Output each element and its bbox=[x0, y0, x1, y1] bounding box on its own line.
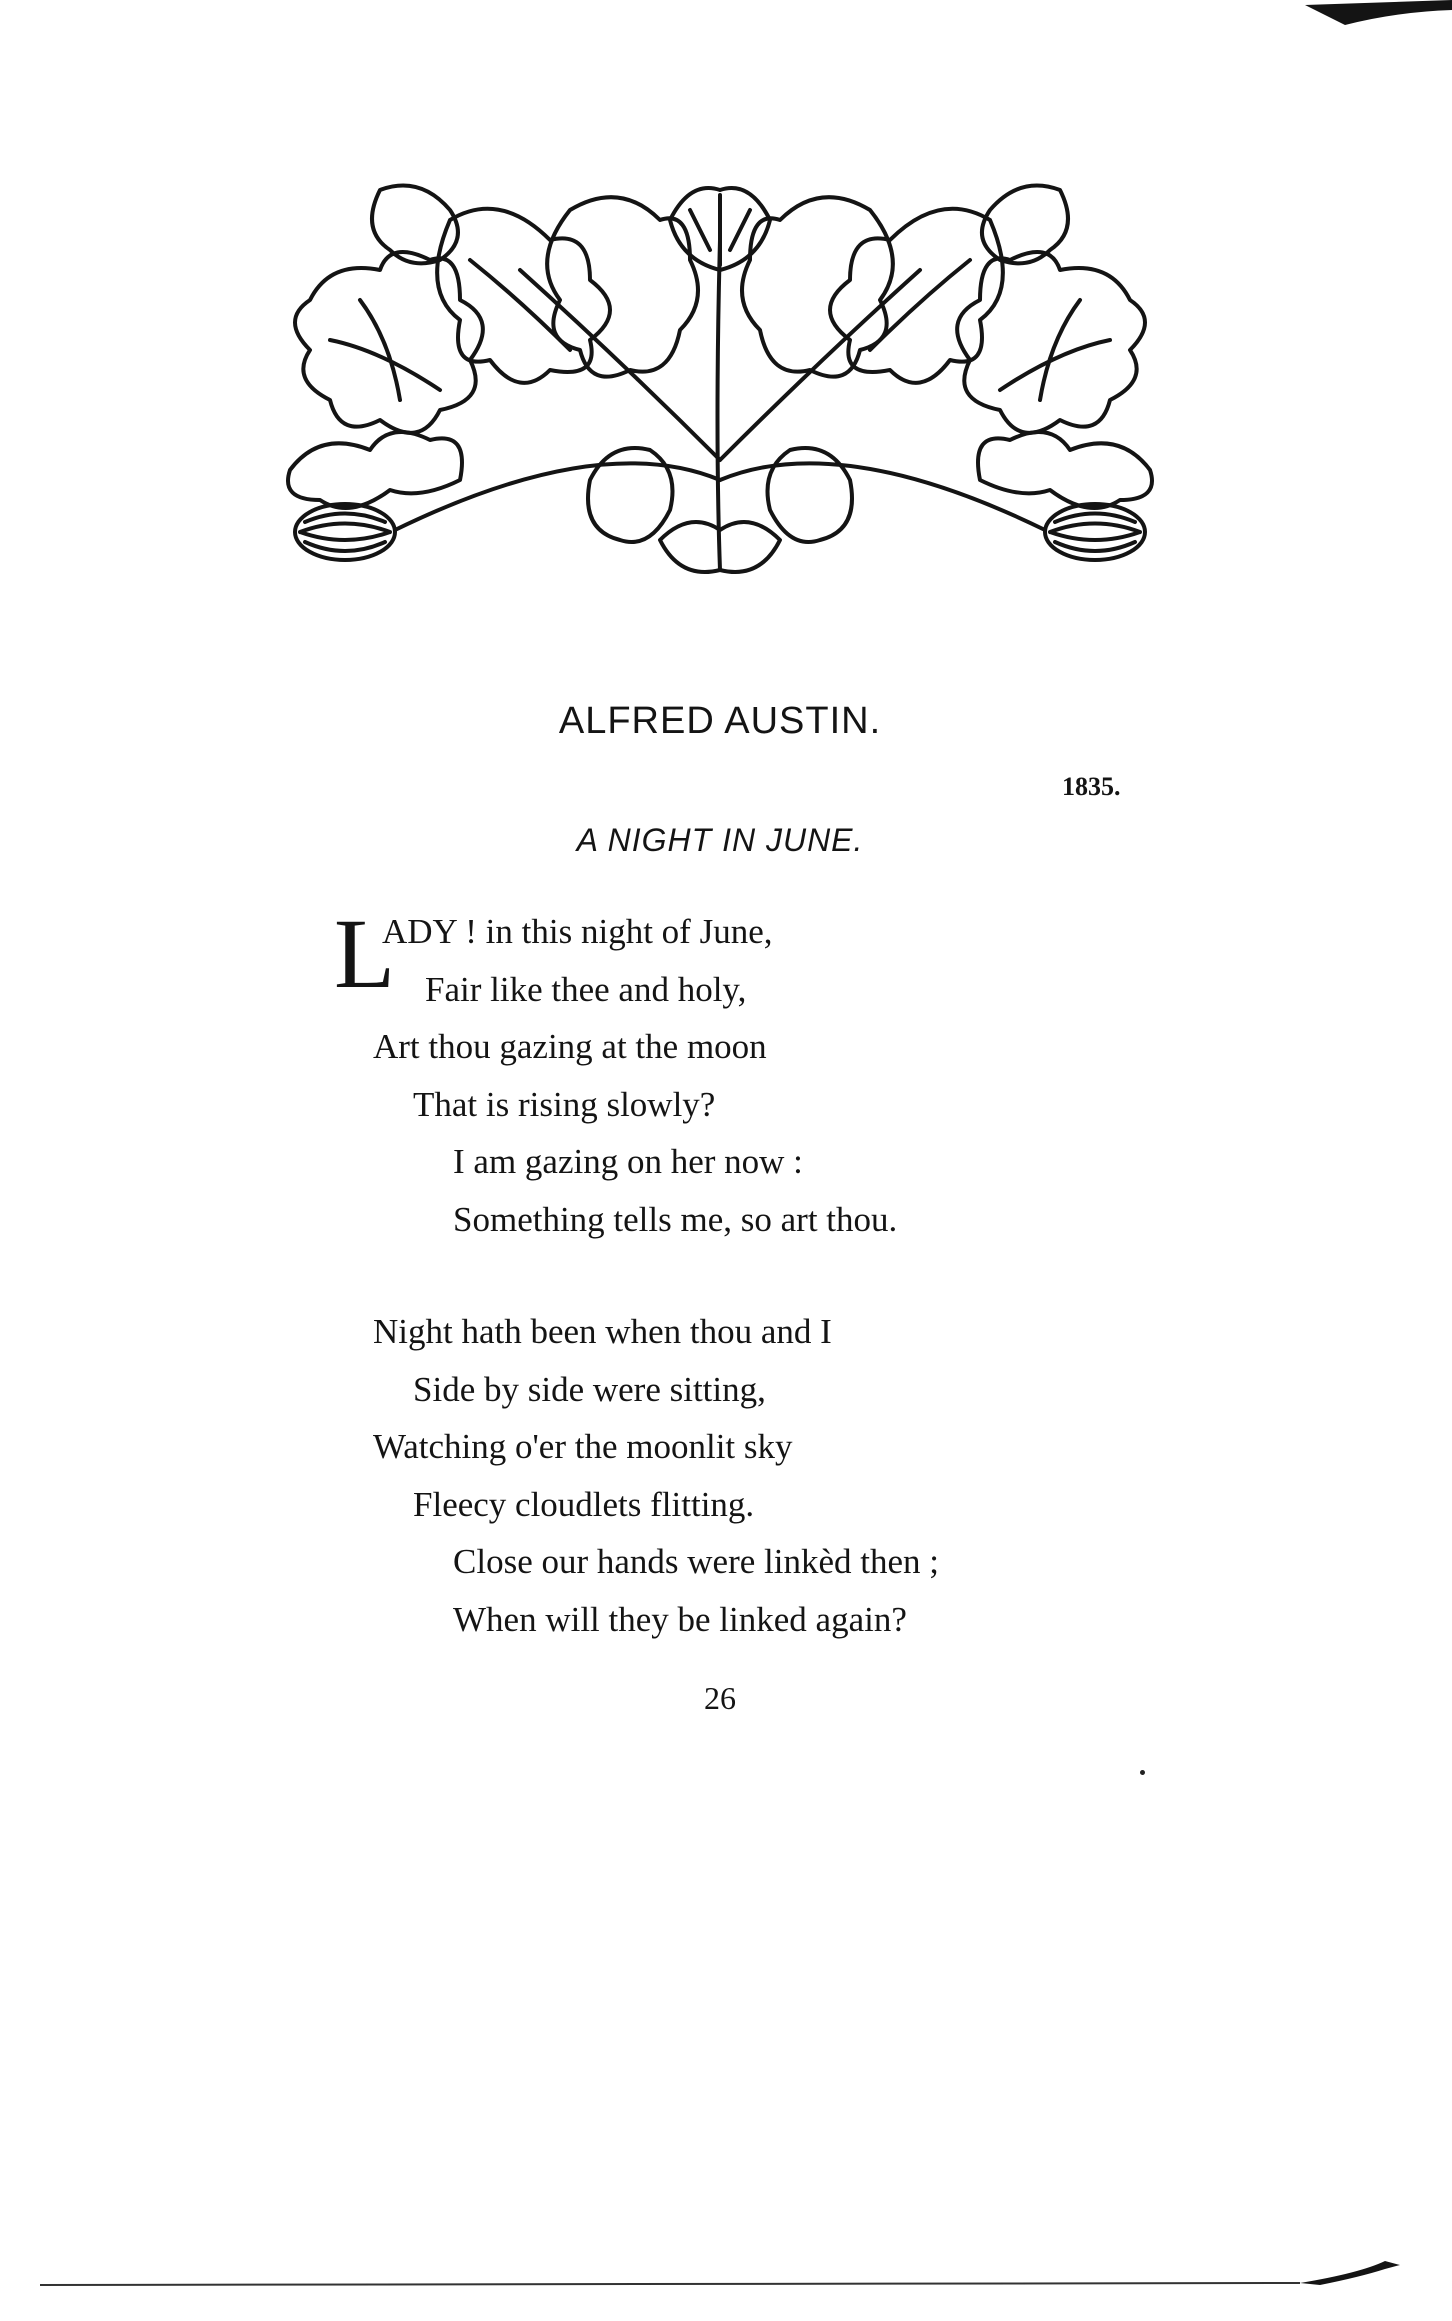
stanza2-line-4: Fleecy cloudlets flitting. bbox=[413, 1485, 755, 1524]
stanza2-line-3: Watching o'er the moonlit sky bbox=[373, 1427, 793, 1466]
poem-title: A NIGHT IN JUNE. bbox=[576, 822, 864, 858]
stanza2-line-6: When will they be linked again? bbox=[453, 1600, 907, 1639]
stanza1-line-6: Something tells me, so art thou. bbox=[453, 1200, 898, 1239]
stanza1-line-4: That is rising slowly? bbox=[413, 1085, 716, 1124]
drop-cap-letter: L bbox=[334, 898, 396, 1009]
scan-speck bbox=[1140, 1770, 1145, 1775]
scan-edge-rule-icon bbox=[40, 2255, 1440, 2295]
author-heading: ALFRED AUSTIN. bbox=[558, 700, 882, 742]
year-label: 1835. bbox=[1062, 772, 1121, 801]
stanza1-line-3: Art thou gazing at the moon bbox=[373, 1027, 767, 1066]
stanza1-line-2: Fair like thee and holy, bbox=[425, 970, 747, 1009]
stanza2-line-2: Side by side were sitting, bbox=[413, 1370, 766, 1409]
page-number: 26 bbox=[704, 1680, 736, 1716]
floral-headpiece-icon bbox=[270, 180, 1170, 590]
stanza2-line-1: Night hath been when thou and I bbox=[373, 1312, 832, 1351]
stanza1-line-5: I am gazing on her now : bbox=[453, 1142, 803, 1181]
scan-corner-mark-icon bbox=[1305, 0, 1452, 30]
stanza1-line-1: ADY ! in this night of June, bbox=[382, 912, 773, 951]
stanza2-line-5: Close our hands were linkèd then ; bbox=[453, 1542, 940, 1581]
